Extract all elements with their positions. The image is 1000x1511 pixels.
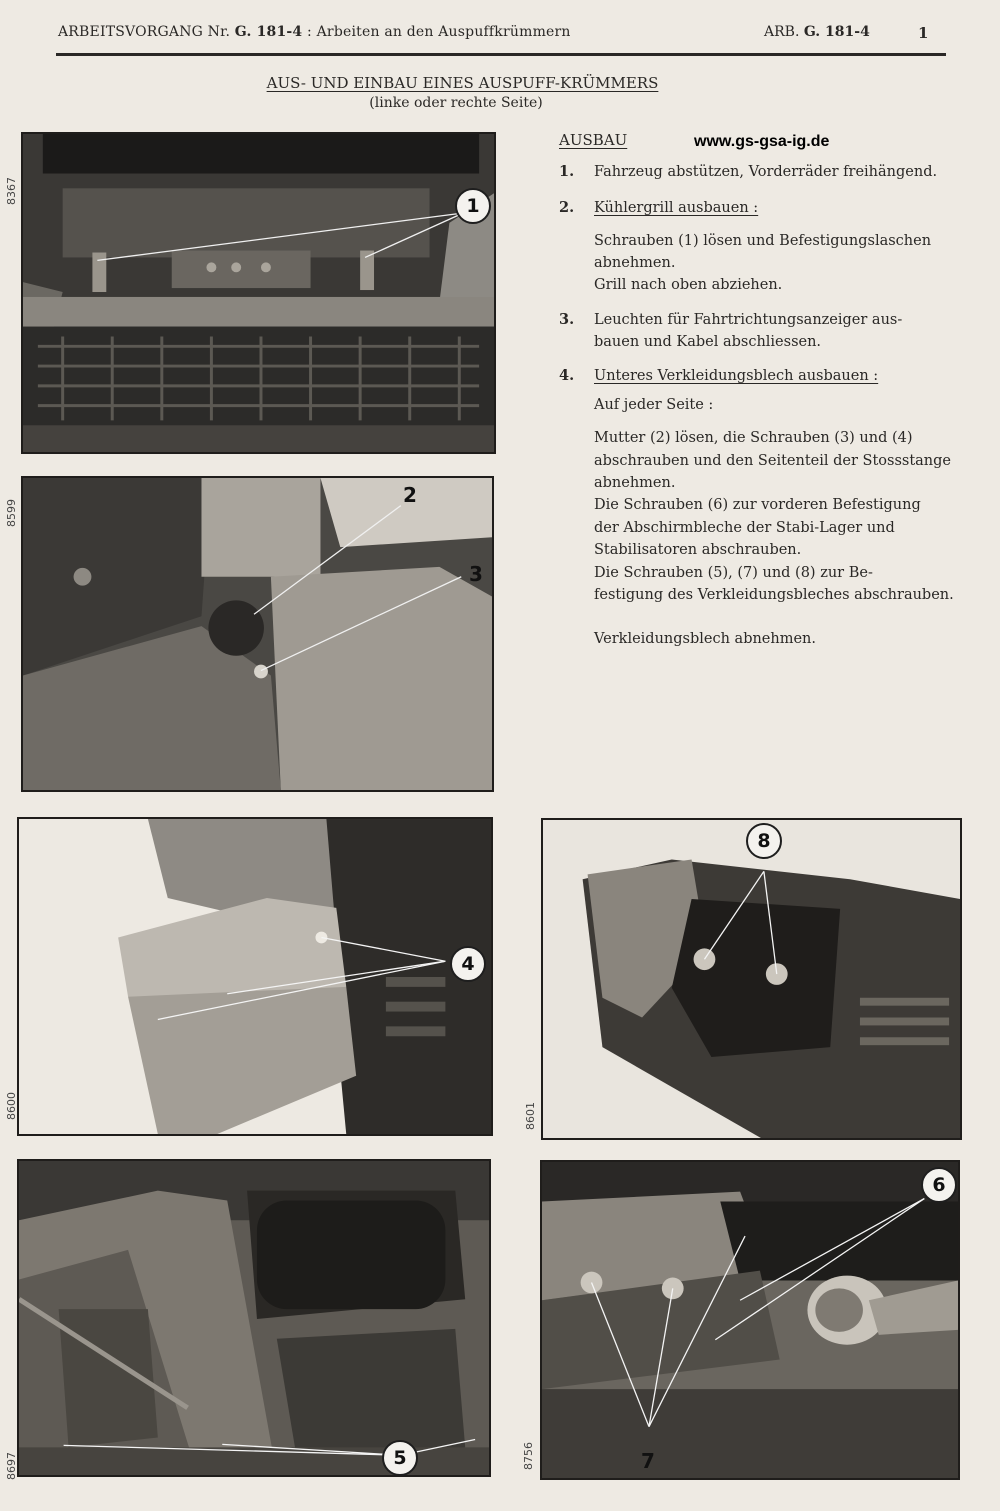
callout-7: 7	[641, 1449, 655, 1473]
photo-stabilizer	[540, 1160, 960, 1480]
callout-3: 3	[469, 562, 483, 586]
section-heading: AUSBAU	[559, 131, 628, 149]
callout-4: 4	[450, 946, 486, 982]
step-body-line: abschrauben und den Seitenteil der Stossstange	[594, 453, 952, 469]
step-heading: Unteres Verkleidungsblech ausbauen :	[594, 368, 879, 384]
step-number: 3.	[559, 311, 575, 328]
step-number: 1.	[559, 163, 575, 180]
step-heading: Leuchten für Fahrtrichtungsanzeiger aus-	[594, 312, 903, 328]
photo-ref-8600: 8600	[5, 1092, 18, 1120]
photo-underside-front	[541, 818, 962, 1140]
photo-ref-8756: 8756	[522, 1442, 535, 1470]
photo-ref-8599: 8599	[5, 499, 18, 527]
photo-bumper-corner	[17, 817, 493, 1136]
page-title: AUS- UND EINBAU EINES AUSPUFF-KRÜMMERS	[266, 74, 659, 92]
photo-ref-8697: 8697	[5, 1452, 18, 1480]
page-number: 1	[918, 24, 929, 42]
page-subtitle: (linke oder rechte Seite)	[369, 95, 543, 111]
step-heading: Kühlergrill ausbauen :	[594, 200, 759, 216]
website-link[interactable]: www.gs-gsa-ig.de	[694, 133, 830, 150]
photo-grille	[21, 132, 496, 454]
step-body-line: Schrauben (1) lösen und Befestigungslaschen	[594, 233, 932, 249]
step-body-line: festigung des Verkleidungsbleches abschrauben.	[594, 587, 954, 603]
callout-2: 2	[403, 483, 417, 507]
step-number: 4.	[559, 367, 575, 384]
callout-8: 8	[746, 823, 782, 859]
step-body-line: Stabilisatoren abschrauben.	[594, 542, 802, 558]
callout-1: 1	[455, 188, 491, 224]
step-body-line: Die Schrauben (6) zur vorderen Befestigung	[594, 497, 921, 513]
step-body-line: Verkleidungsblech abnehmen.	[594, 631, 817, 647]
header-ref: ARB. G. 181-4	[764, 24, 870, 40]
step-body-line: Mutter (2) lösen, die Schrauben (3) und (4)	[594, 430, 913, 446]
header-operation: ARBEITSVORGANG Nr. G. 181-4 : Arbeiten an den Auspuffkrümmern	[58, 24, 571, 40]
callout-6: 6	[921, 1167, 957, 1203]
step-body-line: abnehmen.	[594, 255, 676, 271]
header-rule	[56, 53, 946, 56]
step-body-line: Auf jeder Seite :	[594, 397, 714, 413]
step-body-line: Grill nach oben abziehen.	[594, 277, 783, 293]
photo-front-frame	[17, 1159, 491, 1477]
step-heading: Fahrzeug abstützen, Vorderräder freihängend.	[594, 164, 938, 180]
photo-ref-8601: 8601	[524, 1102, 537, 1130]
step-body-line: abnehmen.	[594, 475, 676, 491]
callout-5: 5	[382, 1440, 418, 1476]
step-number: 2.	[559, 199, 575, 216]
step-body-line: Die Schrauben (5), (7) und (8) zur Be-	[594, 565, 873, 581]
photo-ref-8367: 8367	[5, 177, 18, 205]
step-body-line: der Abschirmbleche der Stabi-Lager und	[594, 520, 895, 536]
step-body-line: bauen und Kabel abschliessen.	[594, 334, 822, 350]
photo-bumper-side	[21, 476, 494, 792]
